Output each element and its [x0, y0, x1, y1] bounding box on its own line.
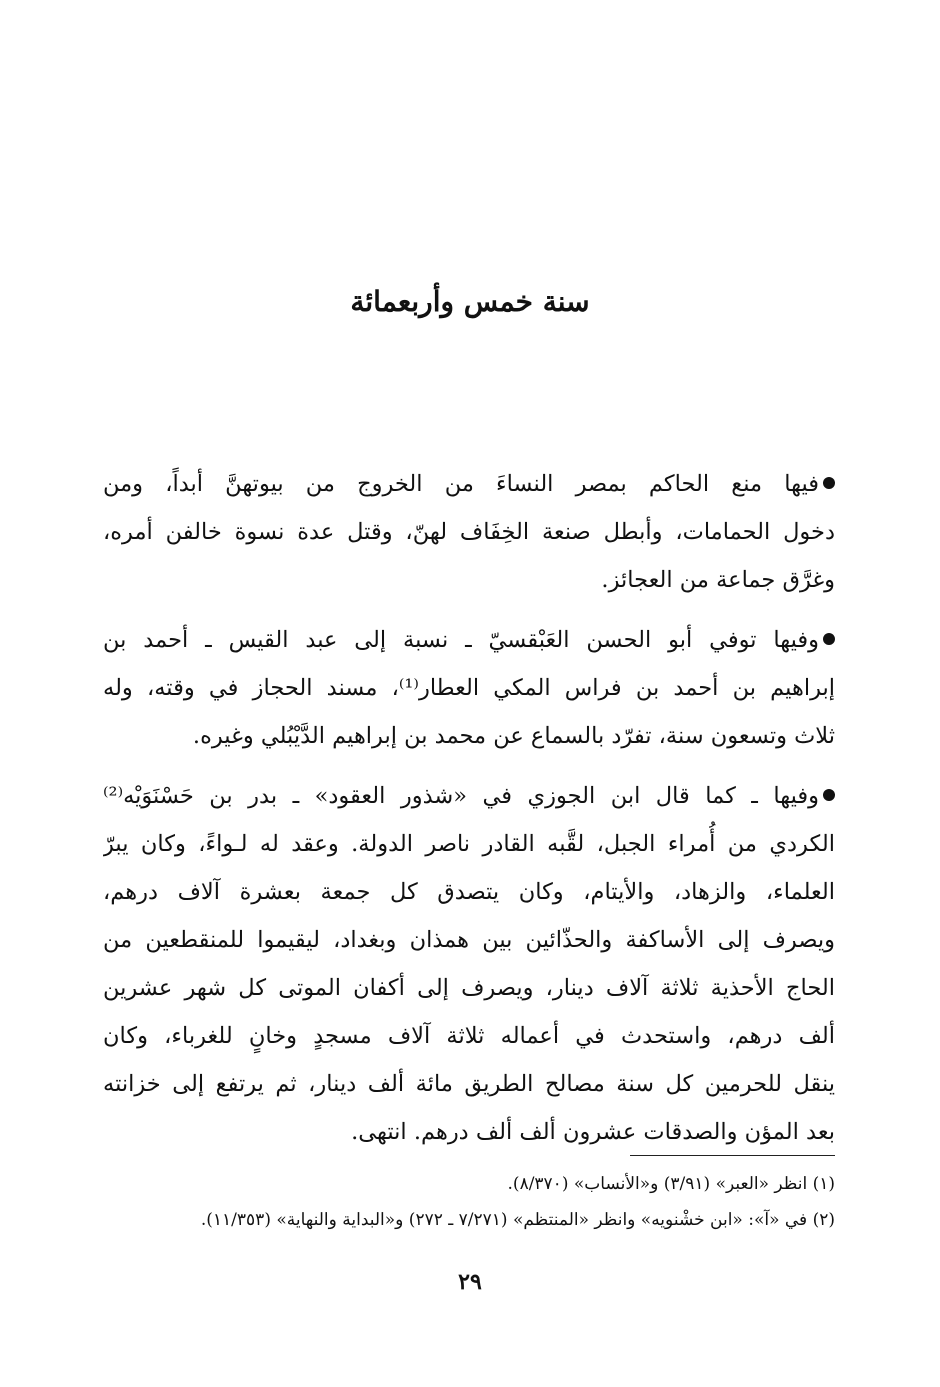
- main-text: [103, 460, 835, 1168]
- text-line: دخول الحمامات، وأبطل صنعة الخِفَاف لهنّ، وقتل عدة نسوة خالفن أمره،: [103, 519, 835, 545]
- text-line: ينقل للحرمين كل سنة مصالح الطريق مائة ألف دينار، ثم يرتفع إلى خزانته: [103, 1071, 835, 1097]
- bullet-icon: [823, 789, 835, 801]
- page-number: ٢٩: [458, 1269, 482, 1295]
- footnote-divider: [630, 1155, 835, 1156]
- paragraph: [103, 616, 835, 760]
- text-line: ألف درهم، واستحدث في أعماله ثلاثة آلاف مسجدٍ وخانٍ للغرباء، وكان: [103, 1023, 835, 1049]
- footnotes: [103, 1166, 835, 1238]
- text-line: الكردي من أُمراء الجبل، لقَّبه القادر ناصر الدولة. وعقد له لـواءً، وكان يبرّ: [103, 831, 835, 857]
- text-line: وغرَّق جماعة من العجائز.: [601, 567, 835, 593]
- text-line: وفيها توفي أبو الحسن العَبْقسيّ ـ نسبة إلى عبد القيس ـ أحمد بن: [103, 616, 835, 664]
- text-line: وفيها ـ كما قال ابن الجوزي في «شذور العقود» ـ بدر بن حَسْنَوَيْه⁽²⁾: [103, 772, 835, 820]
- paragraph: [103, 772, 835, 1156]
- footnote: (٢) في «آ»: «ابن خشْنويه» وانظر «المنتظم» (٧/٢٧١ ـ ٢٧٢) و«البداية والنهاية» (١١/٣٥٣).: [200, 1210, 835, 1230]
- text-line: ويصرف إلى الأساكفة والحذّائين بين همذان وبغداد، ليقيموا للمنقطعين من: [103, 927, 835, 953]
- footnote: (١) انظر «العبر» (٣/٩١) و«الأنساب» (٨/٣٧٠).: [507, 1174, 835, 1194]
- text-line: ثلاث وتسعون سنة، تفرّد بالسماع عن محمد بن إبراهيم الدَّيْبُلي وغيره.: [192, 723, 835, 749]
- text-line: العلماء، والزهاد، والأيتام، وكان يتصدق كل جمعة بعشرة آلاف درهم،: [103, 879, 835, 905]
- chapter-heading: سنة خمس وأربعمائة: [350, 285, 590, 318]
- text-line: فيها منع الحاكم بمصر النساءَ من الخروج من بيوتهنَّ أبداً، ومن: [103, 460, 835, 508]
- text-line: بعد المؤن والصدقات عشرون ألف ألف درهم. انتهى.: [351, 1119, 835, 1145]
- text-line: الحاج الأحذية ثلاثة آلاف دينار، ويصرف إلى أكفان الموتى كل شهر عشرين: [103, 975, 835, 1001]
- text-line: إبراهيم بن أحمد بن فراس المكي العطار⁽¹⁾، مسند الحجاز في وقته، وله: [103, 675, 835, 701]
- paragraph: [103, 460, 835, 604]
- bullet-icon: [823, 477, 835, 489]
- bullet-icon: [823, 633, 835, 645]
